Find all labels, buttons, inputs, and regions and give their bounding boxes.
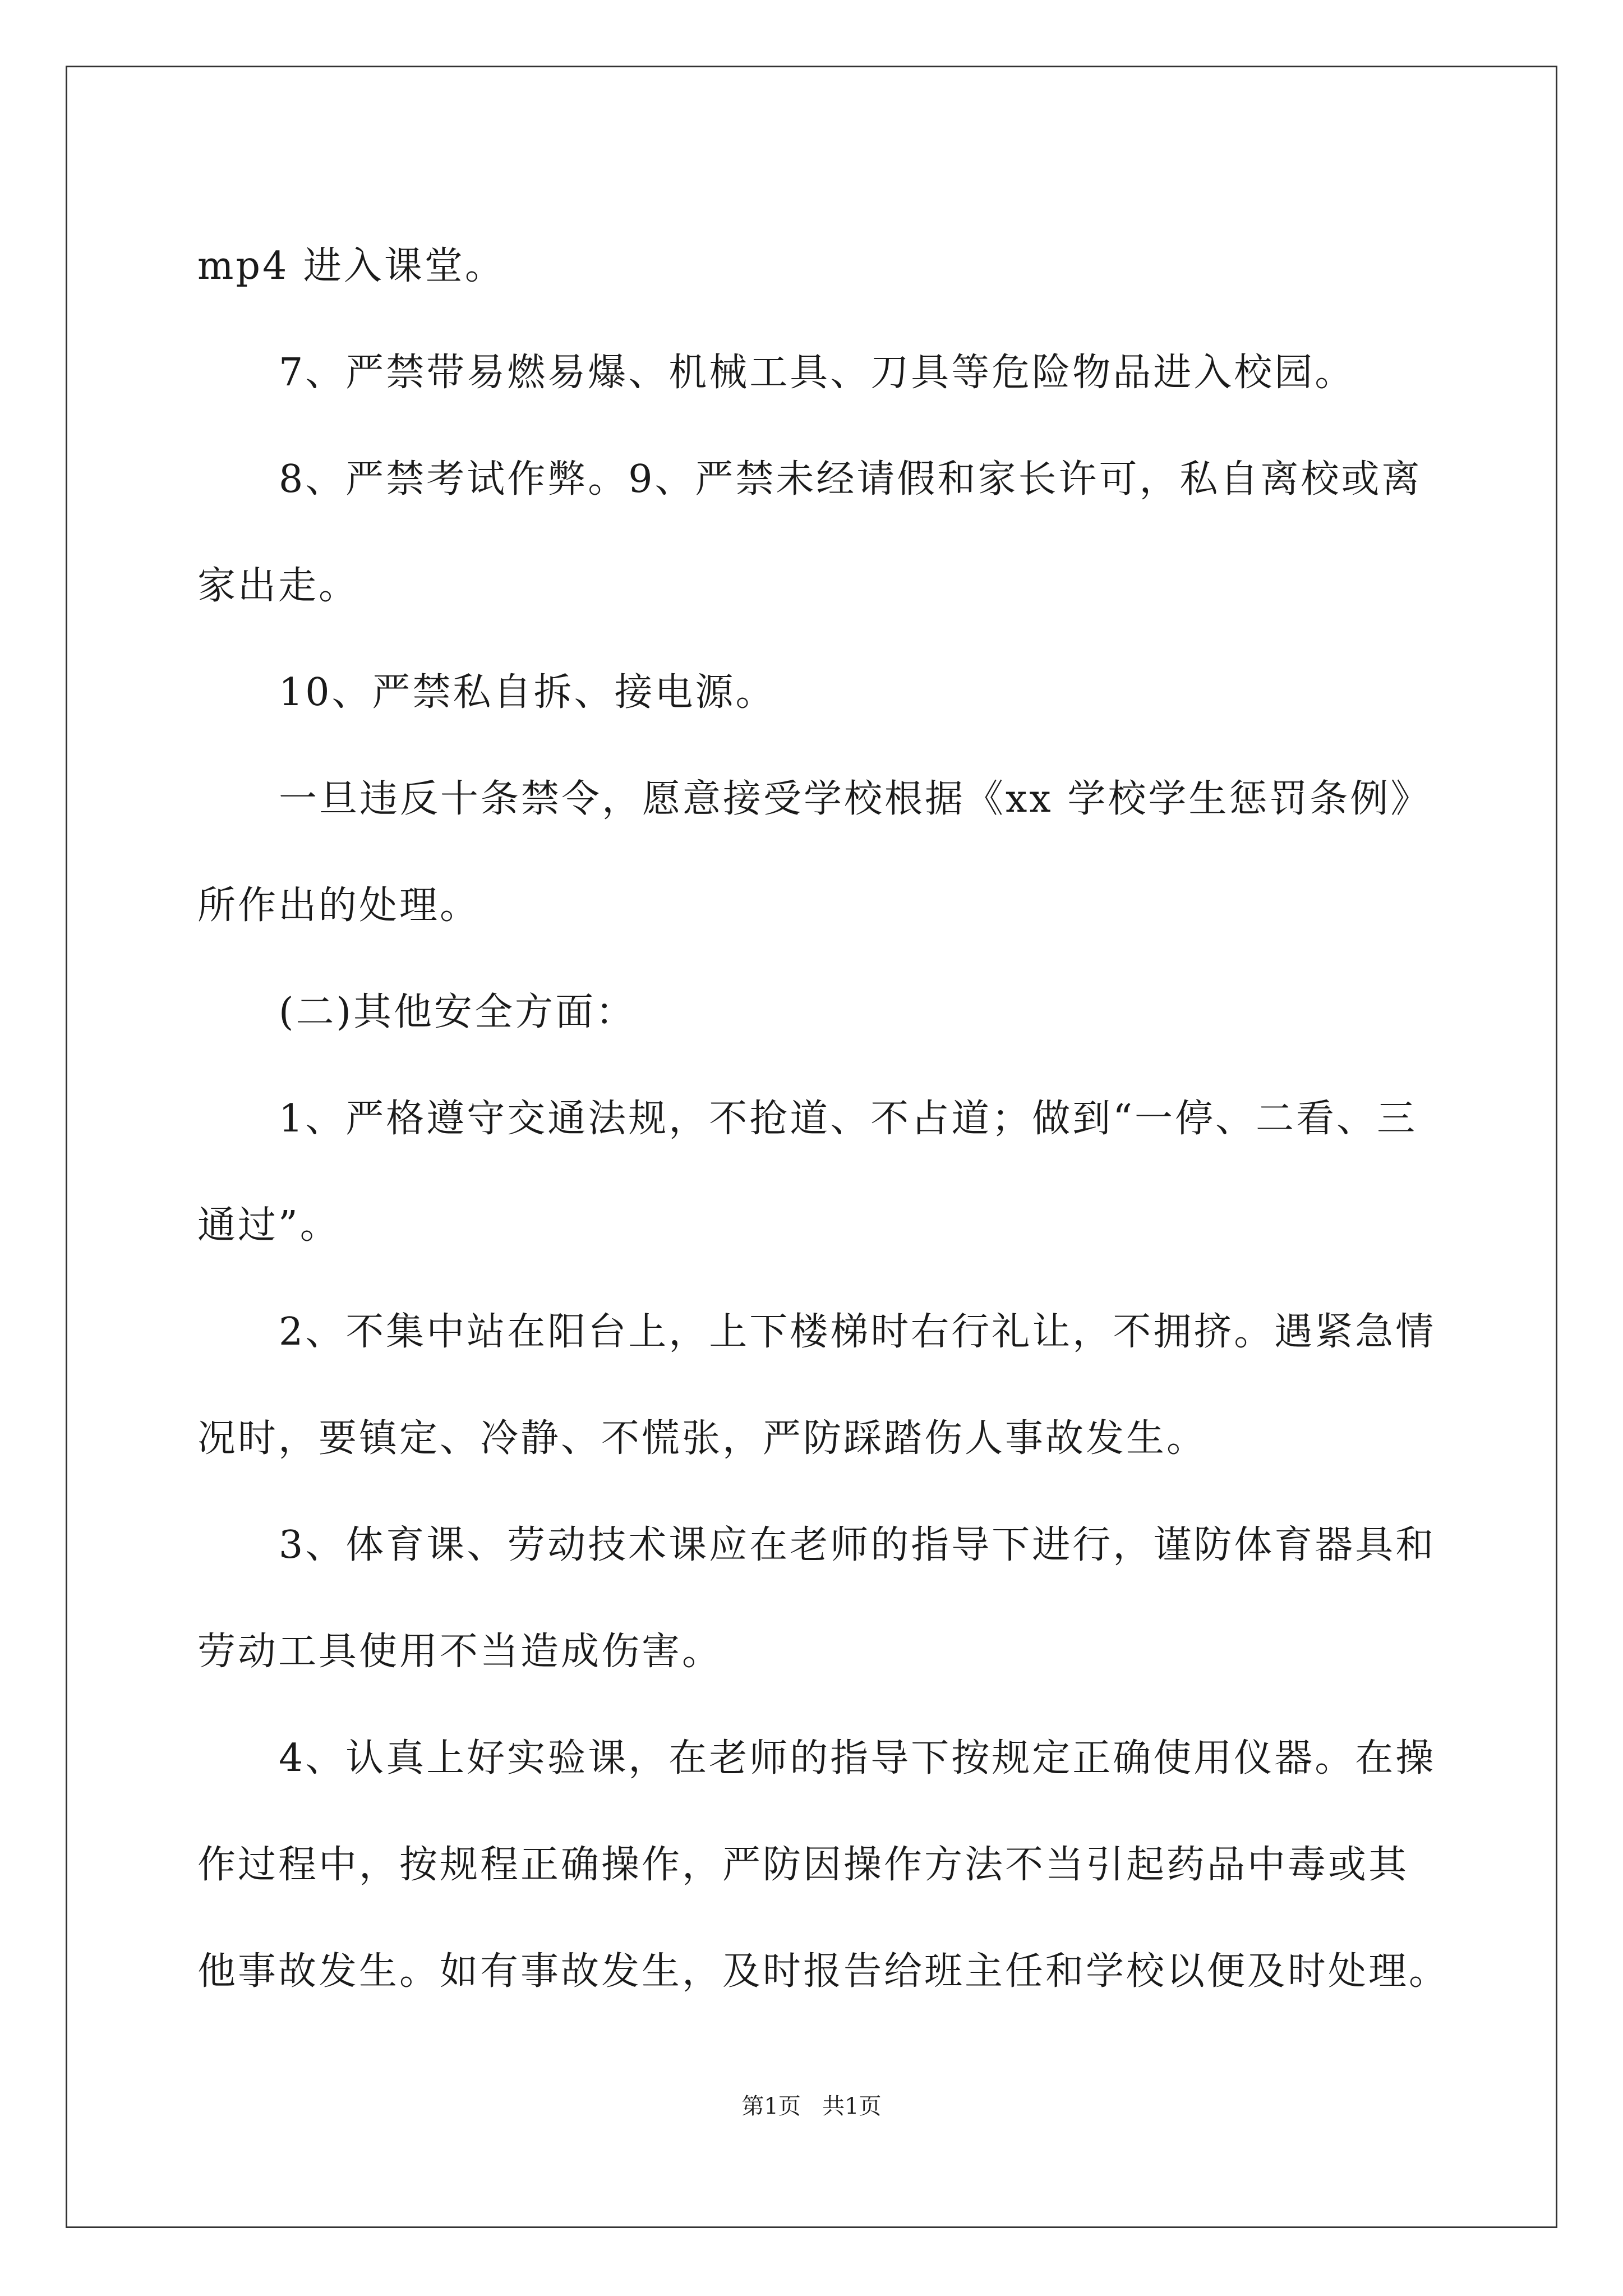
paragraph-line: mp4 进入课堂。 <box>197 244 505 288</box>
paragraph-line: 10、严禁私自拆、接电源。 <box>279 670 776 715</box>
paragraph-line: 1、严格遵守交通法规，不抢道、不占道；做到“一停、二看、三 <box>279 1097 1418 1141</box>
paragraph-line: 通过”。 <box>197 1203 340 1248</box>
paragraph-line: 劳动工具使用不当造成伤害。 <box>197 1630 723 1674</box>
section-heading: (二)其他安全方面： <box>279 990 637 1034</box>
paragraph-line: 4、认真上好实验课，在老师的指导下按规定正确使用仪器。在操 <box>279 1736 1436 1780</box>
document-body <box>197 213 1450 2025</box>
paragraph-line: 3、体育课、劳动技术课应在老师的指导下进行，谨防体育器具和 <box>279 1523 1436 1567</box>
paragraph-line: 作过程中，按规程正确操作，严防因操作方法不当引起药品中毒或其 <box>197 1843 1409 1887</box>
footer-spacer <box>801 2093 822 2119</box>
paragraph-line: 况时，要镇定、冷静、不慌张，严防踩踏伤人事故发生。 <box>197 1416 1207 1461</box>
page-number-total: 共1页 <box>822 2093 882 2119</box>
paragraph-line: 他事故发生。如有事故发生，及时报告给班主任和学校以便及时处理。 <box>197 1949 1450 1994</box>
paragraph-line: 8、严禁考试作弊。9、严禁未经请假和家长许可，私自离校或离 <box>279 457 1422 501</box>
paragraph-line: 7、严禁带易燃易爆、机械工具、刀具等危险物品进入校园。 <box>279 351 1355 395</box>
paragraph-line: 2、不集中站在阳台上，上下楼梯时右行礼让，不拥挤。遇紧急情 <box>279 1310 1436 1354</box>
paragraph-line: 一旦违反十条禁令，愿意接受学校根据《xx 学校学生惩罚条例》 <box>279 777 1431 821</box>
page-number-current: 第1页 <box>741 2093 801 2119</box>
page-footer <box>0 2090 1623 2123</box>
paragraph-line: 家出走。 <box>197 564 359 608</box>
paragraph-line: 所作出的处理。 <box>197 884 481 928</box>
